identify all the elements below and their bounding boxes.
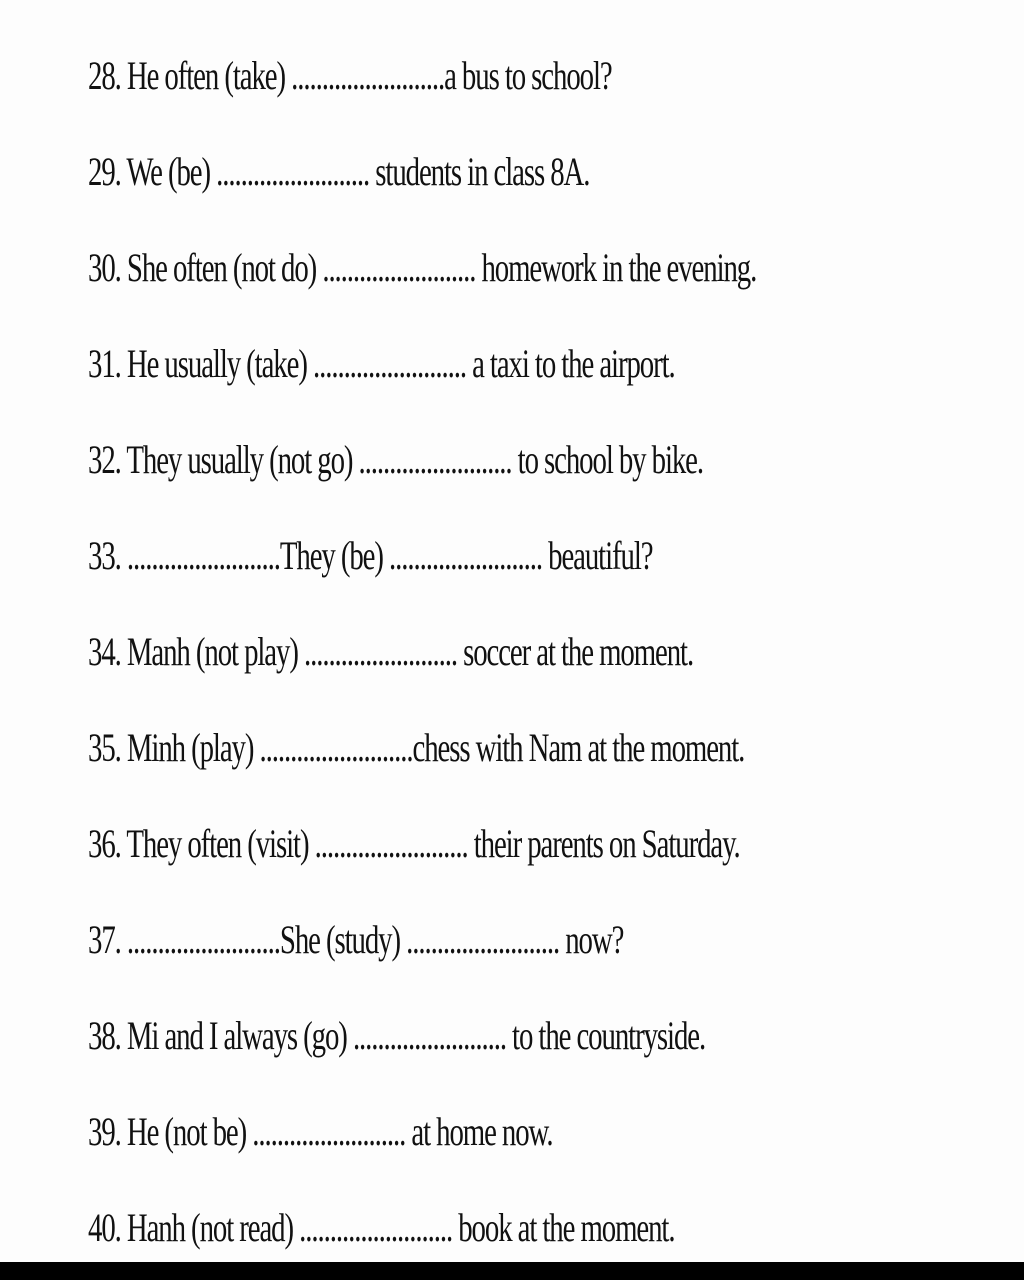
exercise-31: 31. He usually (take) ......................... a taxi to the airport. <box>88 341 675 386</box>
exercise-38: 38. Mi and I always (go) ......................... to the countryside. <box>88 1013 706 1058</box>
exercise-40: 40. Hanh (not read) ......................... book at the moment. <box>88 1205 675 1250</box>
exercise-33: 33. .........................They (be) ......................... beautiful? <box>88 533 653 578</box>
exercise-32: 32. They usually (not go) ......................... to school by bike. <box>88 437 704 482</box>
exercise-29: 29. We (be) ......................... students in class 8A. <box>88 149 590 194</box>
exercise-30: 30. She often (not do) ......................... homework in the evening. <box>88 245 757 290</box>
exercise-39: 39. He (not be) ......................... at home now. <box>88 1109 553 1154</box>
exercise-list <box>88 52 968 1280</box>
exercise-37: 37. .........................She (study) ......................... now? <box>88 917 624 962</box>
exercise-28: 28. He often (take) .........................a bus to school? <box>88 53 612 98</box>
exercise-36: 36. They often (visit) ......................... their parents on Saturday. <box>88 821 740 866</box>
bottom-border <box>0 1262 1024 1280</box>
exercise-35: 35. Minh (play) .........................chess with Nam at the moment. <box>88 725 745 770</box>
exercise-34: 34. Manh (not play) ......................... soccer at the moment. <box>88 629 694 674</box>
